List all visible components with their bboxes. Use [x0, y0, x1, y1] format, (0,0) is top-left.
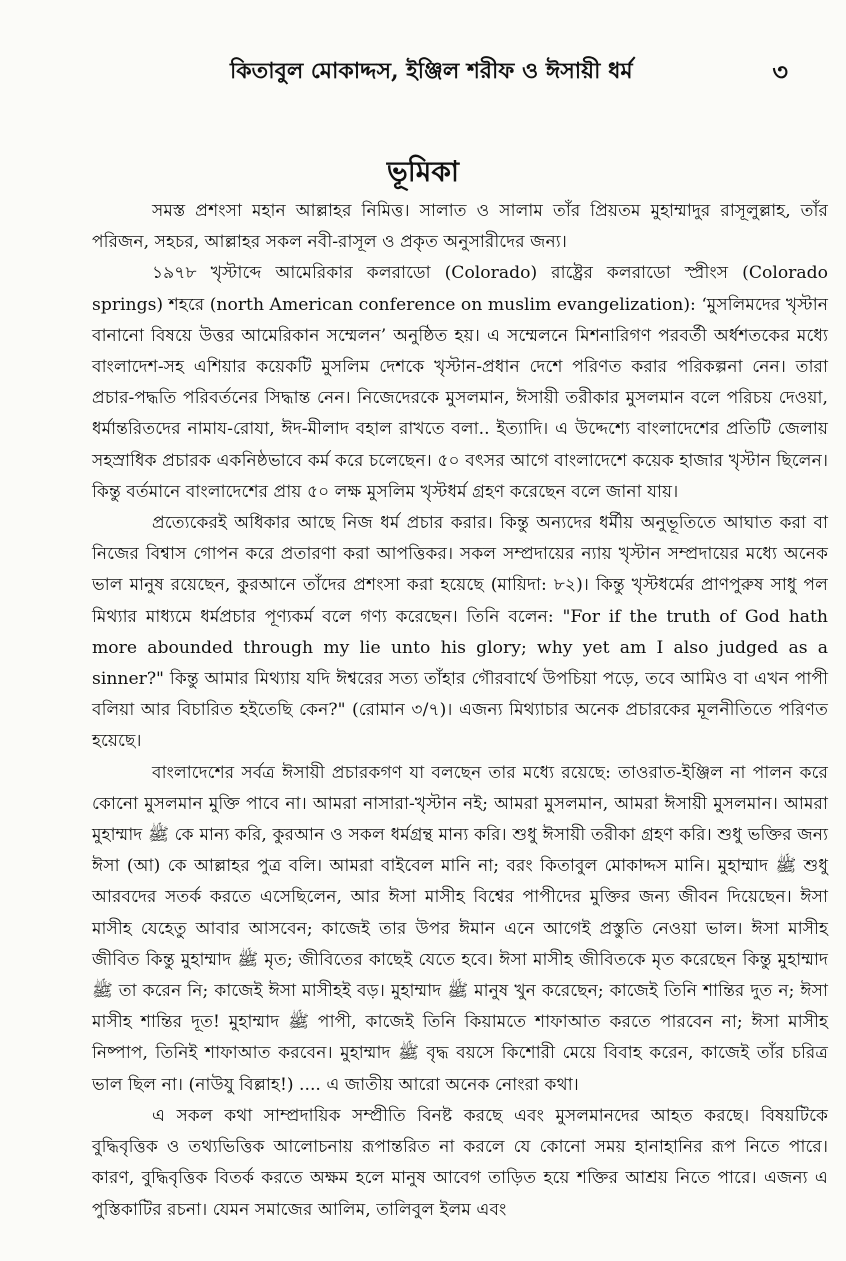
page-number: ৩	[772, 57, 788, 86]
paragraph: সমস্ত প্রশংসা মহান আল্লাহর নিমিত্ত। সালাত ও সালাম তাঁর প্রিয়তম মুহাম্মাদুর রাসূলুল্লাহ, তাঁর পরিজন, সহচর, আল্লাহর সকল নবী-রাসূল ও প্রকৃত অনুসারীদের জন্য।	[92, 201, 828, 253]
running-title: কিতাবুল মোকাদ্দস, ইঞ্জিল শরীফ ও ঈসায়ী ধর্ম	[230, 58, 633, 84]
paragraph: ১৯৭৮ খৃস্টাব্দে আমেরিকার কলরাডো (Colorado) রাষ্ট্রের কলরাডো স্প্রীংস (Colorado springs) শহরে (north American conference on muslim evangelization): ‘মুসলিমদের খৃস্টান বানানো বিষয়ে উত্তর আমেরিকান সম্মেলন’ অনুষ্ঠিত হয়। এ সম্মেলনে মিশনারিগণ পরবর্তী অর্ধশতকের মধ্যে বাংলাদেশ-সহ এশিয়ার কয়েকটি মুসলিম দেশকে খৃস্টান-প্রধান দেশে পরিণত করার পরিকল্পনা নেন। তারা প্রচার-পদ্ধতি পরিবর্তনের সিদ্ধান্ত নেন। নিজেদেরকে মুসলমান, ঈসায়ী তরীকার মুসলমান বলে পরিচয় দেওয়া, ধর্মান্তরিতদের নামায-রোযা, ঈদ-মীলাদ বহাল রাখতে বলা.. ইত্যাদি। এ উদ্দেশ্যে বাংলাদেশের প্রতিটি জেলায় সহস্রাধিক প্রচারক একনিষ্ঠভাবে কর্ম করে চলেছেন। ৫০ বৎসর আগে বাংলাদেশে কয়েক হাজার খৃস্টান ছিলেন। কিন্তু বর্তমানে বাংলাদেশের প্রায় ৫০ লক্ষ মুসলিম খৃস্টধর্ম গ্রহণ করেছেন বলে জানা যায়।	[92, 263, 829, 502]
section-title: ভূমিকা	[386, 155, 460, 188]
page-header	[90, 50, 806, 90]
paragraph: বাংলাদেশের সর্বত্র ঈসায়ী প্রচারকগণ যা বলছেন তার মধ্যে রয়েছে: তাওরাত-ইঞ্জিল না পালন করে কোনো মুসলমান মুক্তি পাবে না। আমরা নাসারা-খৃস্টান নই; আমরা মুসলমান, আমরা ঈসায়ী মুসলমান। আমরা মুহাম্মাদ ﷺ কে মান্য করি, কুরআন ও সকল ধর্মগ্রন্থ মান্য করি। শুধু ঈসায়ী তরীকা গ্রহণ করি। শুধু ভক্তির জন্য ঈসা (আ) কে আল্লাহর পুত্র বলি। আমরা বাইবেল মানি না; বরং কিতাবুল মোকাদ্দস মানি। মুহাম্মাদ ﷺ শুধু আরবদের সতর্ক করতে এসেছিলেন, আর ঈসা মাসীহ বিশ্বের পাপীদের মুক্তির জন্য জীবন দিয়েছেন। ঈসা মাসীহ যেহেতু আবার আসবেন; কাজেই তার উপর ঈমান এনে আগেই প্রস্তুতি নেওয়া ভাল। ঈসা মাসীহ জীবিত কিন্তু মুহাম্মাদ ﷺ মৃত; জীবিতের কাছেই যেতে হবে। ঈসা মাসীহ জীবিতকে মৃত করেছেন কিন্তু মুহাম্মাদ ﷺ তা করেন নি; কাজেই ঈসা মাসীহই বড়। মুহাম্মাদ ﷺ মানুষ খুন করেছেন; কাজেই তিনি শান্তির দুত ন; ঈসা মাসীহ শান্তির দূত! মুহাম্মাদ ﷺ পাপী, কাজেই তিনি কিয়ামতে শাফাআত করতে পারবেন না; ঈসা মাসীহ নিষ্পাপ, তিনিই শাফাআত করবেন। মুহাম্মাদ ﷺ বৃদ্ধ বয়সে কিশোরী মেয়ে বিবাহ করেন, কাজেই তাঁর চরিত্র ভাল ছিল না। (নাউযু বিল্লাহ!) .... এ জাতীয় আরো অনেক নোংরা কথা।	[92, 762, 828, 1095]
paragraph: এ সকল কথা সাম্প্রদায়িক সম্প্রীতি বিনষ্ট করছে এবং মুসলমানদের আহত করছে। বিষয়টিকে বুদ্ধিবৃত্তিক ও তথ্যভিত্তিক আলোচনায় রূপান্তরিত না করলে যে কোনো সময় হানাহানির রূপ নিতে পারে। কারণ, বুদ্ধিবৃত্তিক বিতর্ক করতে অক্ষম হলে মানুষ আবেগ তাড়িত হয়ে শক্তির আশ্রয় নিতে পারে। এজন্য এ পুস্তিকাটির রচনা। যেমন সমাজের আলিম, তালিবুল ইলম এবং	[92, 1105, 828, 1220]
paragraph: প্রত্যেকেরই অধিকার আছে নিজ ধর্ম প্রচার করার। কিন্তু অন্যদের ধর্মীয় অনুভূতিতে আঘাত করা বা নিজের বিশ্বাস গোপন করে প্রতারণা করা আপত্তিকর। সকল সম্প্রদায়ের ন্যায় খৃস্টান সম্প্রদায়ের মধ্যে অনেক ভাল মানুষ রয়েছেন, কুরআনে তাঁদের প্রশংসা করা হয়েছে (মায়িদা: ৮২)। কিন্তু খৃস্টধর্মের প্রাণপুরুষ সাধু পল মিথ্যার মাধ্যমে ধর্মপ্রচার পূণ্যকর্ম বলে গণ্য করেছেন। তিনি বলেন: "For if the truth of God hath more abounded through my lie unto his glory; why yet am I also judged as a sinner?" কিন্তু আমার মিথ্যায় যদি ঈশ্বরের সত্য তাঁহার গৌরবার্থে উপচিয়া পড়ে, তবে আমিও বা এখন পাপী বলিয়া আর বিচারিত হইতেছি কেন?" (রোমান ৩/৭)। এজন্য মিথ্যাচার অনেক প্রচারকের মূলনীতিতে পরিণত হয়েছে।	[92, 513, 828, 752]
body-text	[92, 196, 828, 1226]
